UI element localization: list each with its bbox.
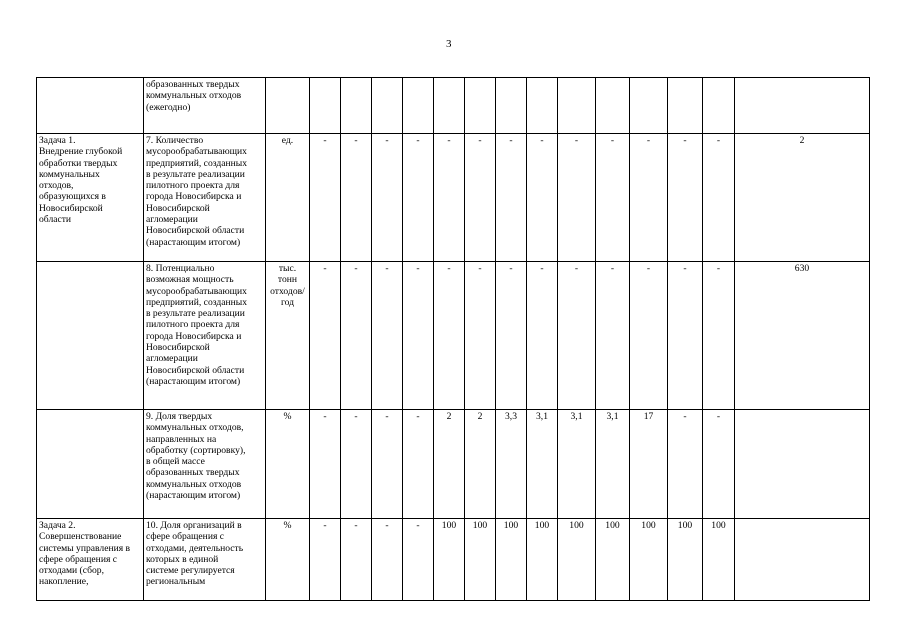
unit-cell — [266, 410, 310, 519]
indicator-cell-line: агломерации — [146, 353, 198, 365]
table-row — [37, 78, 870, 134]
value-cell: - — [668, 262, 703, 410]
value-cell: 2 — [735, 134, 870, 262]
value-cell: - — [341, 134, 372, 262]
value-cell: - — [596, 262, 630, 410]
unit-cell — [266, 519, 310, 601]
value-cell: - — [465, 134, 496, 262]
unit-cell — [266, 262, 310, 410]
indicator-cell-line: (нарастающим итогом) — [146, 236, 241, 248]
indicator-cell-line: предприятий, созданных — [146, 296, 248, 308]
indicator-cell-line: системе регулируется — [146, 565, 235, 577]
value-cell — [496, 78, 527, 134]
task-cell-line: системы управления в — [39, 542, 131, 554]
value-cell: - — [434, 262, 465, 410]
indicator-cell — [144, 519, 266, 601]
value-cell: - — [703, 262, 735, 410]
indicator-cell-line: (ежегодно) — [146, 101, 191, 113]
value-cell: 2 — [465, 410, 496, 519]
indicator-cell-line: Новосибирской области — [146, 364, 245, 376]
value-cell: - — [496, 134, 527, 262]
indicator-cell-line: обработку (сортировку), — [146, 444, 246, 456]
value-cell — [703, 78, 735, 134]
unit-cell-line: ед. — [281, 135, 294, 146]
table-row — [37, 134, 870, 262]
value-cell: - — [496, 262, 527, 410]
indicator-cell — [144, 410, 266, 519]
indicator-cell — [144, 78, 266, 134]
indicator-cell-line: предприятий, созданных — [146, 157, 248, 169]
value-cell: 100 — [596, 519, 630, 601]
value-cell: 3,1 — [596, 410, 630, 519]
task-cell-line: Задача 1. — [39, 135, 76, 146]
unit-cell-line: % — [283, 411, 292, 422]
value-cell: - — [403, 410, 434, 519]
table-row — [37, 262, 870, 410]
table-row — [37, 410, 870, 519]
indicator-cell-line: (нарастающим итогом) — [146, 375, 241, 387]
task-cell — [37, 519, 144, 601]
indicator-cell-line: (нарастающим итогом) — [146, 490, 241, 502]
value-cell: - — [310, 262, 341, 410]
value-cell: - — [527, 262, 558, 410]
value-cell: - — [310, 134, 341, 262]
value-cell: 100 — [496, 519, 527, 601]
task-cell — [37, 262, 144, 410]
value-cell — [403, 78, 434, 134]
task-cell — [37, 410, 144, 519]
unit-cell-line: % — [283, 520, 292, 531]
value-cell: - — [372, 410, 403, 519]
value-cell — [372, 78, 403, 134]
unit-cell — [266, 134, 310, 262]
value-cell: - — [372, 134, 403, 262]
unit-cell-line: год — [280, 296, 295, 308]
value-cell: 100 — [527, 519, 558, 601]
task-cell-line: сфере обращения с — [39, 553, 118, 565]
unit-cell-line: отходов/ — [270, 285, 305, 297]
value-cell: - — [403, 262, 434, 410]
task-cell-line: отходов, — [39, 180, 74, 192]
value-cell: - — [341, 519, 372, 601]
value-cell: 100 — [558, 519, 596, 601]
value-cell: - — [310, 519, 341, 601]
value-cell: - — [558, 262, 596, 410]
indicator-cell-line: возможная мощность — [146, 274, 234, 286]
indicator-cell-line: отходами, деятельность — [146, 542, 244, 554]
value-cell: 3,1 — [558, 410, 596, 519]
indicator-cell-line: направленных на — [146, 433, 217, 445]
indicator-cell-line: в результате реализации — [146, 168, 245, 180]
indicator-cell-line: пилотного проекта для — [146, 180, 240, 192]
value-cell — [310, 78, 341, 134]
value-cell: - — [403, 519, 434, 601]
unit-cell-line: тыс. — [278, 263, 297, 274]
task-cell — [37, 78, 144, 134]
value-cell: - — [558, 134, 596, 262]
value-cell: - — [596, 134, 630, 262]
value-cell: - — [465, 262, 496, 410]
value-cell — [630, 78, 668, 134]
indicator-cell-line: коммунальных отходов — [146, 90, 242, 102]
value-cell: - — [703, 410, 735, 519]
value-cell — [735, 410, 870, 519]
indicator-cell-line: мусорообрабатывающих — [146, 285, 247, 297]
indicator-cell-line: Новосибирской — [146, 342, 210, 354]
indicator-cell-line: которых в единой — [146, 553, 219, 565]
value-cell: - — [630, 262, 668, 410]
value-cell: - — [668, 134, 703, 262]
indicator-cell-line: Новосибирской — [146, 202, 210, 214]
unit-cell-line: тонн — [277, 274, 298, 286]
task-cell-line: коммунальных — [39, 168, 100, 180]
value-cell: - — [341, 410, 372, 519]
indicator-cell-line: агломерации — [146, 214, 198, 226]
value-cell — [465, 78, 496, 134]
table-row — [37, 519, 870, 601]
value-cell: 630 — [735, 262, 870, 410]
value-cell: - — [372, 262, 403, 410]
indicator-cell — [144, 262, 266, 410]
value-cell — [735, 519, 870, 601]
page-number: 3 — [446, 38, 452, 50]
task-cell-line: Совершенствование — [39, 531, 122, 543]
value-cell — [668, 78, 703, 134]
task-cell-line: Новосибирской — [39, 202, 103, 214]
task-cell-line: Внедрение глубокой — [39, 146, 123, 158]
value-cell: - — [310, 410, 341, 519]
unit-cell — [266, 78, 310, 134]
task-cell-line: образующихся в — [39, 191, 106, 203]
value-cell — [558, 78, 596, 134]
value-cell: 3,3 — [496, 410, 527, 519]
indicator-cell-line: образованных твердых — [146, 79, 240, 90]
indicator-cell-line: сфере обращения с — [146, 531, 225, 543]
value-cell: 100 — [703, 519, 735, 601]
indicator-cell-line: коммунальных отходов, — [146, 422, 244, 434]
indicator-cell-line: в результате реализации — [146, 308, 245, 320]
indicator-cell — [144, 134, 266, 262]
value-cell: - — [527, 134, 558, 262]
indicator-cell-line: в общей массе — [146, 456, 205, 468]
value-cell: - — [434, 134, 465, 262]
value-cell — [341, 78, 372, 134]
indicators-table — [36, 77, 870, 601]
value-cell: 2 — [434, 410, 465, 519]
value-cell: - — [403, 134, 434, 262]
task-cell-line: накопление, — [39, 576, 89, 588]
indicator-cell-line: образованных твердых — [146, 467, 240, 479]
indicator-cell-line: города Новосибирска и — [146, 330, 242, 342]
value-cell — [527, 78, 558, 134]
value-cell — [735, 78, 870, 134]
indicator-cell-line: 8. Потенциально — [146, 263, 215, 274]
indicator-cell-line: региональным — [146, 576, 206, 588]
value-cell — [434, 78, 465, 134]
task-cell-line: Задача 2. — [39, 520, 76, 531]
indicator-cell-line: 9. Доля твердых — [146, 411, 213, 422]
value-cell: - — [341, 262, 372, 410]
task-cell — [37, 134, 144, 262]
indicator-cell-line: коммунальных отходов — [146, 478, 242, 490]
indicator-cell-line: пилотного проекта для — [146, 319, 240, 331]
indicator-cell-line: 7. Количество — [146, 135, 204, 146]
task-cell-line: отходами (сбор, — [39, 565, 105, 577]
value-cell: 100 — [434, 519, 465, 601]
indicator-cell-line: мусорообрабатывающих — [146, 146, 247, 158]
value-cell: 100 — [465, 519, 496, 601]
value-cell: 100 — [668, 519, 703, 601]
value-cell: - — [372, 519, 403, 601]
value-cell: - — [703, 134, 735, 262]
task-cell-line: области — [39, 214, 72, 226]
task-cell-line: обработки твердых — [39, 157, 118, 169]
value-cell: - — [630, 134, 668, 262]
value-cell: 100 — [630, 519, 668, 601]
value-cell — [596, 78, 630, 134]
value-cell: 17 — [630, 410, 668, 519]
indicator-cell-line: 10. Доля организаций в — [146, 520, 242, 531]
value-cell: 3,1 — [527, 410, 558, 519]
value-cell: - — [668, 410, 703, 519]
indicator-cell-line: города Новосибирска и — [146, 191, 242, 203]
indicator-cell-line: Новосибирской области — [146, 225, 245, 237]
